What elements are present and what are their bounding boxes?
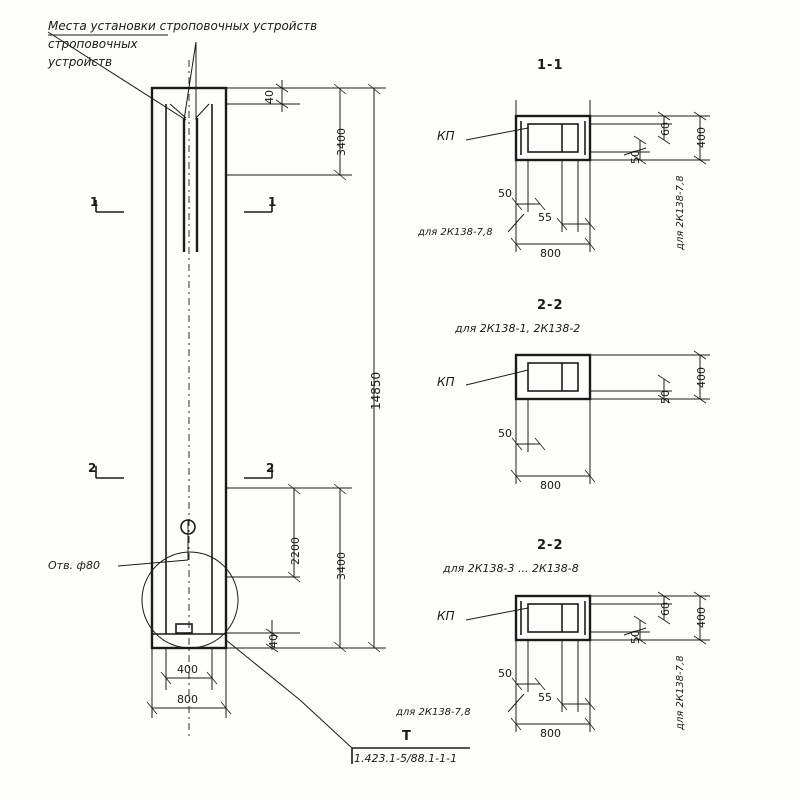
section-2-2-mid-dim-800: 800 [540,479,561,492]
section-2-2-bot-left-note: для 2К138-7,8 [396,707,471,718]
section-mark-1-right: 1 [268,195,277,209]
section-1-1-dim-50-right: 50 [629,150,642,164]
hole-label: Отв. ф80 [48,559,100,572]
section-1-1-dim-400: 400 [695,127,708,148]
section-2-2-bot-dim-55: 55 [538,691,552,704]
stamp-code: 1.423.1-5/88.1-1-1 [354,752,458,765]
dim-upper-3400: 3400 [335,128,348,156]
section-mark-2-right: 2 [266,461,275,475]
dim-base-inner-400: 400 [177,663,198,676]
section-2-2-mid-kp: КП [437,375,455,389]
section-1-1-dim-800: 800 [540,247,561,260]
strop-note-line2: строповочных [48,37,138,51]
section-1-1-dim-55: 55 [538,211,552,224]
dim-bottom-offset: 40 [267,634,280,648]
section-2-2-mid-dim-400: 400 [695,367,708,388]
dim-lower-2200: 2200 [289,537,302,565]
strop-note-line1: Места установки строповочных устройств [48,19,318,33]
section-1-1-title: 1-1 [537,58,564,73]
section-2-2-bot-dim-50-right: 50 [629,630,642,644]
section-1-1-right-note: для 2К138-7,8 [675,175,686,250]
section-1-1-left-note: для 2К138-7,8 [418,227,493,238]
section-mark-1-left: 1 [90,195,99,209]
section-mark-2-left: 2 [88,461,97,475]
section-2-2-bot-dim-60: 60 [659,602,672,616]
section-2-2-bot-kp: КП [437,609,455,623]
dim-lower-3400: 3400 [335,552,348,580]
section-2-2-bot-dim-50: 50 [498,667,512,680]
section-2-2-bot-variant: для 2К138-3 ... 2К138-8 [443,562,579,575]
section-1-1-dim-50: 50 [498,187,512,200]
section-2-2-bot-title: 2-2 [537,538,564,553]
section-2-2-bot-dim-400: 400 [695,607,708,628]
dim-total-14850: 14850 [369,371,383,410]
section-2-2-bot-right-note: для 2К138-7,8 [675,655,686,730]
stamp-mark: Т [402,729,411,744]
section-2-2-mid-dim-50-right: 50 [659,390,672,404]
section-2-2-mid-title: 2-2 [537,298,564,313]
section-2-2-mid-variant: для 2К138-1, 2К138-2 [455,322,581,335]
dim-base-width-800: 800 [177,693,198,706]
section-2-2-bot-dim-800: 800 [540,727,561,740]
section-2-2-mid-dim-50: 50 [498,427,512,440]
section-1-1-dim-60: 60 [659,122,672,136]
strop-note-line3: устройств [48,55,113,69]
section-1-1-kp: КП [437,129,455,143]
dim-top-offset: 40 [263,90,276,104]
